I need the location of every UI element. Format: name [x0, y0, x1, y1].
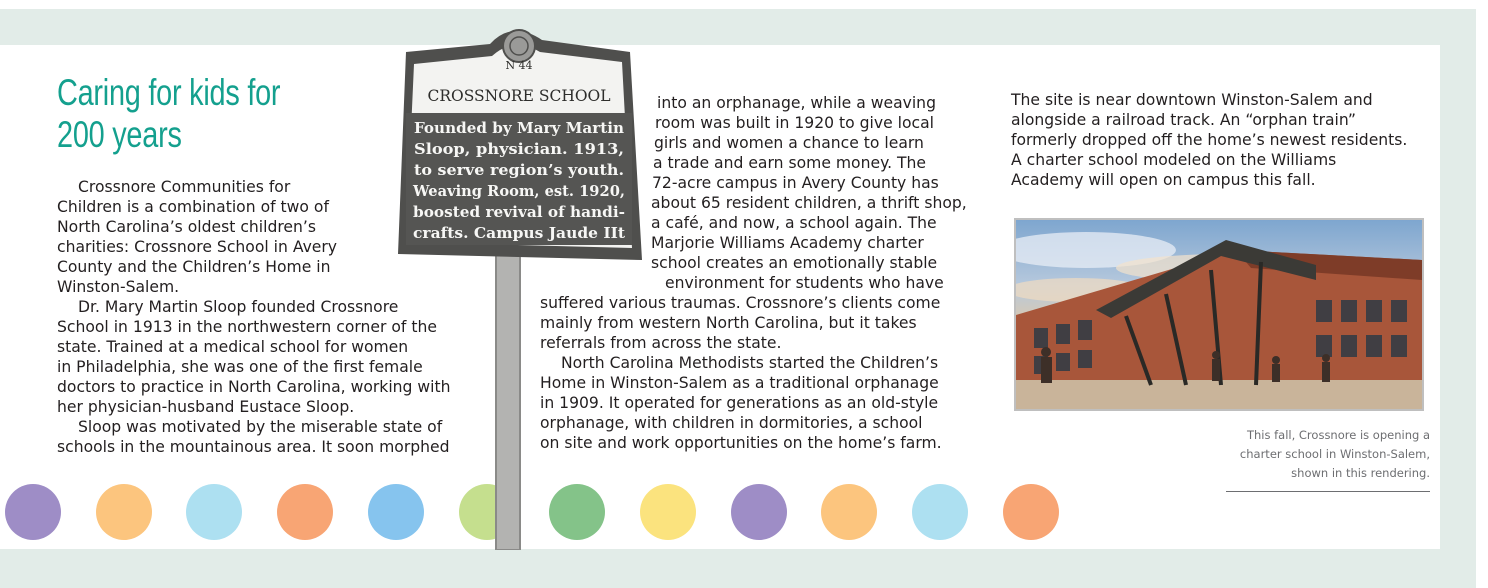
decorative-dot — [186, 484, 242, 540]
marker-line: Sloop, physician. 1913, — [414, 140, 624, 158]
body-line: suffered various traumas. Crossnore’s clients come — [540, 294, 941, 312]
marker-number: N 44 — [505, 59, 533, 72]
decorative-dot — [5, 484, 61, 540]
state-seal-icon — [503, 30, 535, 62]
body-line: North Carolina Methodists started the Children’s — [561, 354, 939, 372]
body-column-3 — [1011, 90, 1407, 190]
decorative-dot — [96, 484, 152, 540]
body-line: Marjorie Williams Academy charter — [651, 234, 924, 252]
caption-rule — [1226, 491, 1430, 492]
body-line: in 1909. It operated for generations as an old-style — [540, 394, 939, 412]
body-line: 72-acre campus in Avery County has — [652, 174, 939, 192]
decorative-dot — [277, 484, 333, 540]
frame-right-band — [1440, 9, 1476, 588]
body-line: her physician-husband Eustace Sloop. — [57, 398, 355, 416]
marker-post — [496, 232, 520, 550]
marker-line: Founded by Mary Martin — [414, 119, 625, 137]
body-line: girls and women a chance to learn — [654, 134, 924, 152]
body-line: in Philadelphia, she was one of the first female — [57, 358, 423, 376]
body-line: schools in the mountainous area. It soon morphed — [57, 438, 450, 456]
body-line: on site and work opportunities on the home’s farm. — [540, 434, 942, 452]
school-rendering-image — [1016, 220, 1422, 409]
body-line: The site is near downtown Winston-Salem and — [1011, 91, 1373, 109]
article-title — [57, 72, 280, 156]
body-line: Crossnore Communities for — [78, 178, 291, 196]
body-line: formerly dropped off the home’s newest residents. — [1011, 131, 1408, 149]
body-line: mainly from western North Carolina, but it takes — [540, 314, 917, 332]
body-line: Dr. Mary Martin Sloop founded Crossnore — [78, 298, 399, 316]
decorative-dot — [1003, 484, 1059, 540]
body-line: Winston-Salem. — [57, 278, 180, 296]
frame-top-band — [0, 9, 1476, 45]
marker-line: boosted revival of handi- — [413, 203, 625, 221]
historical-marker-sign — [392, 22, 642, 550]
body-line: a café, and now, a school again. The — [651, 214, 937, 232]
body-line: Children is a combination of two of — [57, 198, 329, 216]
marker-line: to serve region’s youth. — [414, 161, 624, 179]
body-line: doctors to practice in North Carolina, working with — [57, 378, 451, 396]
frame-bottom-band — [0, 549, 1476, 588]
title-line-2: 200 years — [57, 114, 182, 155]
body-line: School in 1913 in the northwestern corner of the — [57, 318, 437, 336]
decorative-dot — [731, 484, 787, 540]
body-line: about 65 resident children, a thrift shop, — [651, 194, 967, 212]
decorative-dot — [821, 484, 877, 540]
body-line: orphanage, with children in dormitories, a school — [540, 414, 923, 432]
caption-line: charter school in Winston-Salem, — [1239, 447, 1430, 461]
decorative-dot — [640, 484, 696, 540]
body-line: North Carolina’s oldest children’s — [57, 218, 316, 236]
marker-line: crafts. Campus Jaude IIt — [413, 224, 626, 242]
caption-line: This fall, Crossnore is opening a — [1246, 428, 1430, 442]
photo-caption — [1200, 426, 1430, 483]
body-line: County and the Children’s Home in — [57, 258, 331, 276]
body-line: A charter school modeled on the Williams — [1011, 151, 1337, 169]
body-line: alongside a railroad track. An “orphan train” — [1011, 111, 1356, 129]
body-line: Sloop was motivated by the miserable state of — [78, 418, 443, 436]
caption-line: shown in this rendering. — [1291, 466, 1430, 480]
body-line: referrals from across the state. — [540, 334, 782, 352]
title-line-1: Caring for kids for — [57, 72, 281, 113]
body-line: charities: Crossnore School in Avery — [57, 238, 338, 256]
body-line: into an orphanage, while a weaving — [657, 94, 936, 112]
body-line: Academy will open on campus this fall. — [1011, 171, 1316, 189]
body-line: Home in Winston-Salem as a traditional orphanage — [540, 374, 939, 392]
body-line: a trade and earn some money. The — [653, 154, 926, 172]
marker-title: CROSSNORE SCHOOL — [427, 87, 611, 105]
body-line: environment for students who have — [665, 274, 944, 292]
body-line: room was built in 1920 to give local — [655, 114, 934, 132]
school-rendering-photo — [1014, 218, 1424, 411]
marker-line: Weaving Room, est. 1920, — [412, 182, 625, 200]
body-line: state. Trained at a medical school for women — [57, 338, 409, 356]
body-line: school creates an emotionally stable — [651, 254, 938, 272]
decorative-dot — [912, 484, 968, 540]
